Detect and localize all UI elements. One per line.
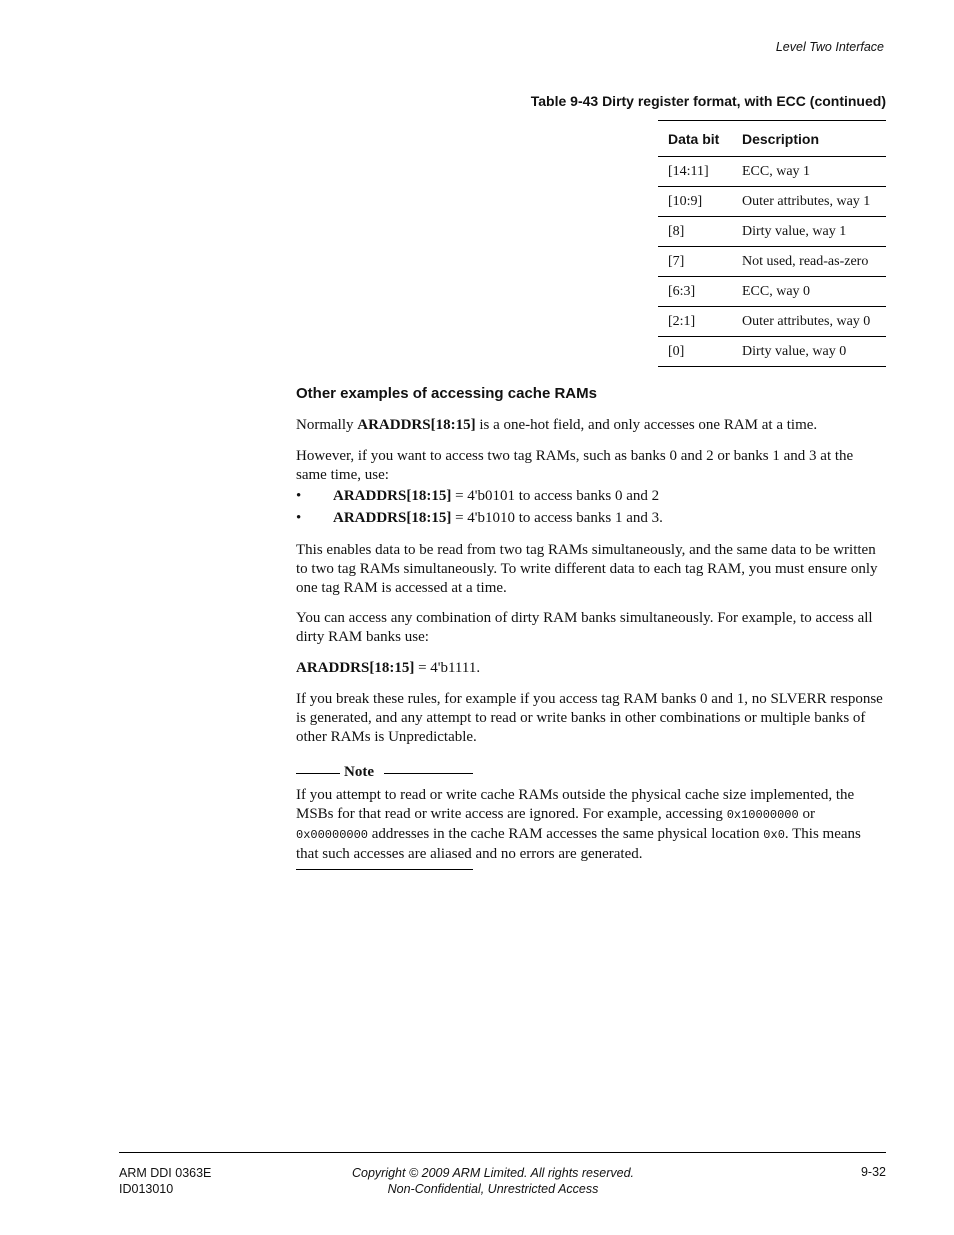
description-cell: Dirty value, way 0 bbox=[732, 337, 886, 367]
code-address-2: 0x00000000 bbox=[296, 828, 369, 842]
paragraph-all-banks bbox=[296, 659, 886, 678]
footer-doc-info bbox=[119, 1165, 211, 1197]
bullet-icon: • bbox=[296, 488, 302, 504]
copyright-text: Copyright © 2009 ARM Limited. All rights reserved. bbox=[351, 1166, 634, 1180]
description-cell: ECC, way 0 bbox=[732, 277, 886, 307]
p5-text: = 4'b1111. bbox=[414, 660, 481, 676]
bullet-signal: ARADDRS[18:15] bbox=[333, 488, 452, 504]
note-body bbox=[296, 786, 886, 864]
note-rule-left bbox=[296, 773, 340, 774]
data-bit-cell: [2:1] bbox=[658, 307, 732, 337]
description-cell: ECC, way 1 bbox=[732, 157, 886, 187]
bullet-text: = 4'b0101 to access banks 0 and 2 bbox=[451, 488, 660, 504]
note-header bbox=[296, 764, 473, 782]
note-rule-right bbox=[384, 773, 473, 774]
p1-post: is a one-hot field, and only accesses one RAM at a time. bbox=[475, 417, 818, 433]
paragraph-two-tag-rams: However, if you want to access two tag RAMs, such as banks 0 and 2 or banks 1 and 3 at the same time, use: bbox=[296, 448, 854, 483]
column-header-data-bit: Data bit bbox=[658, 121, 732, 157]
confidentiality-text: Non-Confidential, Unrestricted Access bbox=[387, 1182, 599, 1196]
doc-id: ID013010 bbox=[119, 1182, 174, 1196]
description-cell: Dirty value, way 1 bbox=[732, 217, 886, 247]
paragraph-dirty-banks: You can access any combination of dirty RAM banks simultaneously. For example, to access all dirty RAM banks use: bbox=[296, 610, 873, 645]
note-label: Note bbox=[344, 764, 374, 780]
table-caption: Table 9-43 Dirty register format, with ECC (continued) bbox=[530, 93, 886, 109]
page-number: 9-32 bbox=[860, 1165, 886, 1179]
data-bit-cell: [14:11] bbox=[658, 157, 732, 187]
table-row bbox=[658, 277, 886, 307]
note-text: addresses in the cache RAM accesses the same physical location bbox=[368, 826, 764, 842]
paragraph-rules: If you break these rules, for example if you access tag RAM banks 0 and 1, no SLVERR response is generated, and any attempt to read or write banks in other combinations or multiple banks of other RAMs is Unpredictable. bbox=[296, 691, 883, 745]
table-row bbox=[658, 157, 886, 187]
table-row bbox=[658, 307, 886, 337]
paragraph-simultaneous: This enables data to be read from two tag RAMs simultaneously, and the same data to be written to two tag RAMs simultaneously. To write different data to each tag RAM, you must ensure only one tag RAM is accessed at a time. bbox=[296, 542, 878, 596]
bullet-signal: ARADDRS[18:15] bbox=[333, 510, 452, 526]
bullet-icon: • bbox=[296, 510, 302, 526]
table-row bbox=[658, 217, 886, 247]
table-row bbox=[658, 187, 886, 217]
table-row bbox=[658, 337, 886, 367]
data-bit-cell: [6:3] bbox=[658, 277, 732, 307]
data-bit-cell: [0] bbox=[658, 337, 732, 367]
code-address-1: 0x10000000 bbox=[726, 808, 799, 822]
section-heading: Other examples of accessing cache RAMs bbox=[296, 385, 597, 402]
doc-number: ARM DDI 0363E bbox=[119, 1166, 212, 1180]
table-row bbox=[658, 247, 886, 277]
paragraph-one-hot bbox=[296, 416, 886, 435]
code-address-3: 0x0 bbox=[763, 828, 785, 842]
data-bit-cell: [8] bbox=[658, 217, 732, 247]
table-header-row bbox=[658, 121, 886, 157]
description-cell: Not used, read-as-zero bbox=[732, 247, 886, 277]
description-cell: Outer attributes, way 0 bbox=[732, 307, 886, 337]
note-text: . This means that such accesses are aliased and no errors are generated. bbox=[296, 826, 861, 862]
p5-signal: ARADDRS[18:15] bbox=[296, 660, 415, 676]
note-text: If you attempt to read or write cache RAMs outside the physical cache size implemented, the MSBs for that read or write access are ignored. For example, accessing bbox=[296, 787, 855, 822]
description-cell: Outer attributes, way 1 bbox=[732, 187, 886, 217]
footer-legal bbox=[300, 1165, 686, 1197]
dirty-register-table bbox=[658, 120, 886, 367]
note-text: or bbox=[798, 806, 815, 822]
footer-rule bbox=[119, 1152, 886, 1153]
column-header-description: Description bbox=[732, 121, 886, 157]
p1-pre: Normally bbox=[296, 417, 358, 433]
p1-signal: ARADDRS[18:15] bbox=[357, 417, 476, 433]
running-header: Level Two Interface bbox=[775, 40, 884, 54]
note-end-rule bbox=[296, 869, 473, 870]
data-bit-cell: [7] bbox=[658, 247, 732, 277]
data-bit-cell: [10:9] bbox=[658, 187, 732, 217]
bullet-text: = 4'b1010 to access banks 1 and 3. bbox=[451, 510, 663, 526]
